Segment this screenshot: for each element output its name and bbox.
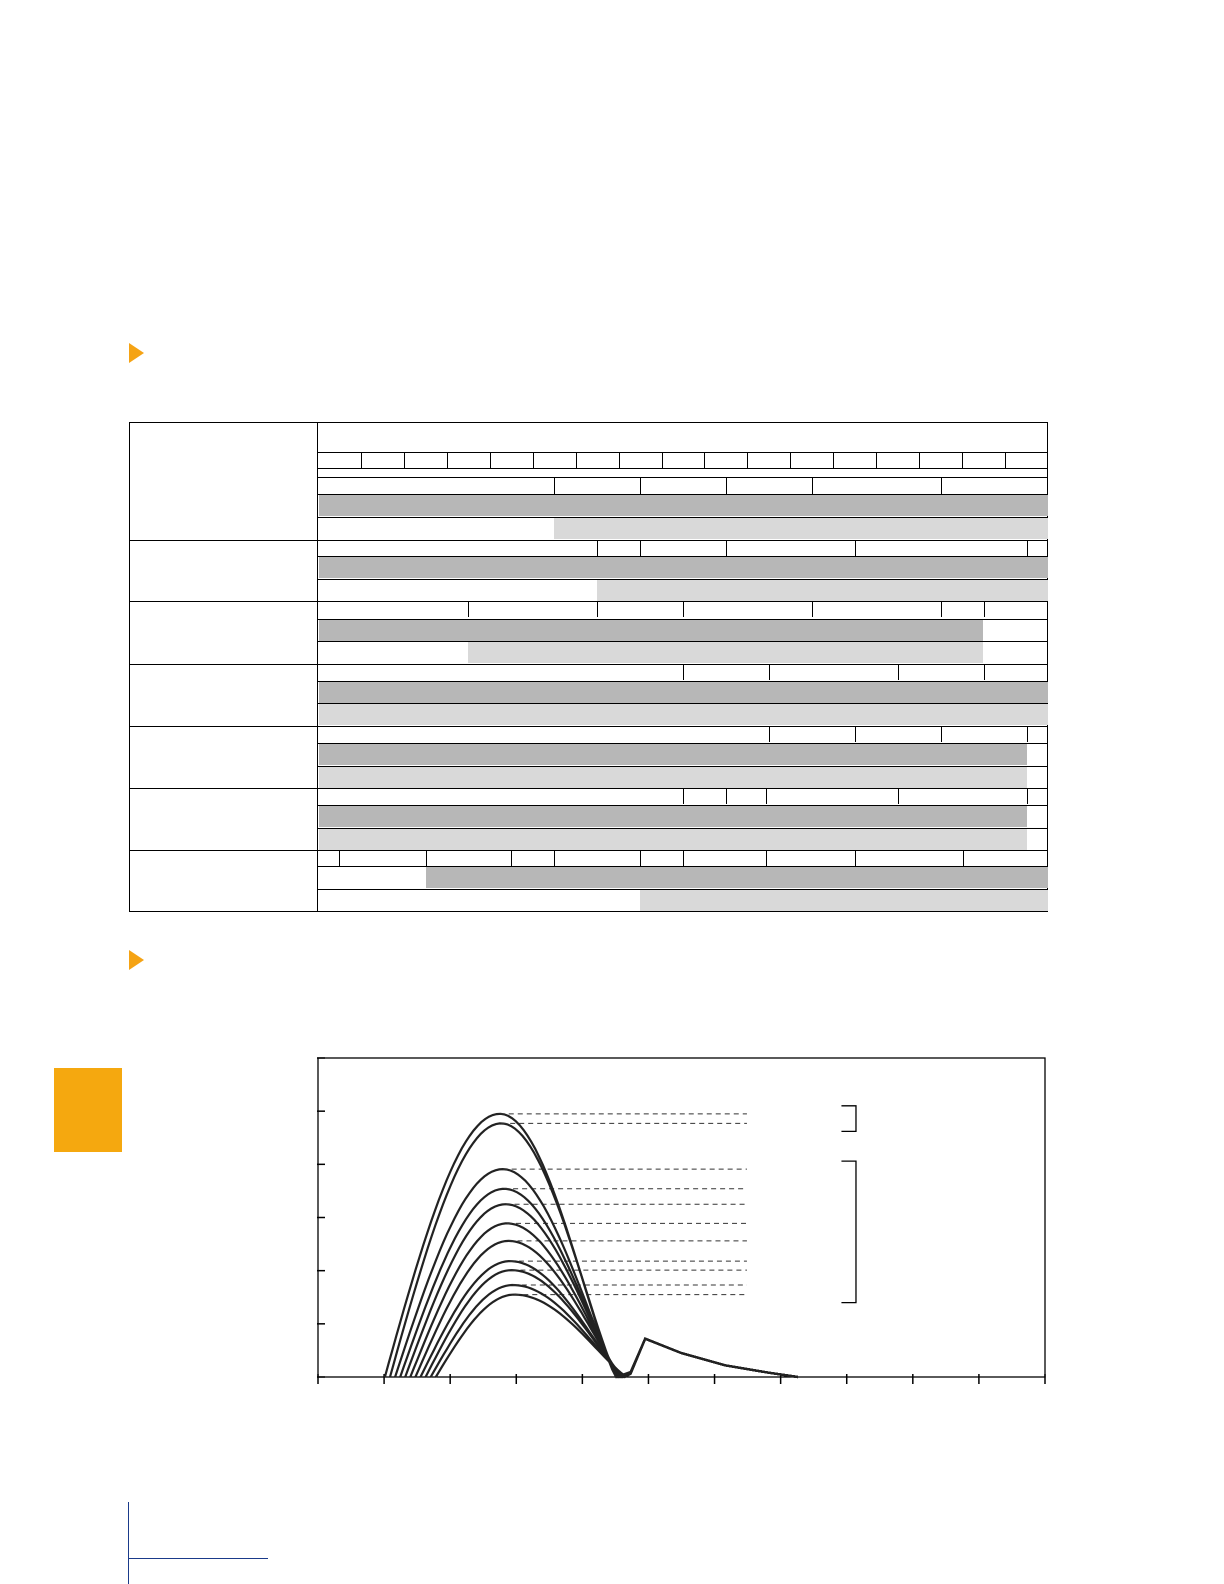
duration-bar <box>319 557 1048 578</box>
header-tick <box>447 452 448 468</box>
header-tick <box>490 452 491 468</box>
row-divider <box>130 850 1047 851</box>
row-tick <box>766 788 767 804</box>
row-tick <box>812 478 813 494</box>
row-tick <box>855 540 856 556</box>
duration-bar <box>319 620 983 641</box>
section-marker-icon <box>129 950 144 970</box>
row-label-column <box>130 423 318 911</box>
group-bracket <box>841 1106 856 1132</box>
row-tick <box>597 601 598 617</box>
row-tick <box>963 850 964 866</box>
row-tick <box>339 850 340 866</box>
section-marker-icon <box>129 343 144 363</box>
group-bracket <box>841 1161 856 1302</box>
row-tick <box>597 540 598 556</box>
row-tick <box>769 664 770 680</box>
line-chart <box>308 1050 1053 1390</box>
row-tick <box>984 664 985 680</box>
duration-bar <box>319 767 1027 788</box>
row-tick <box>511 850 512 866</box>
header-divider <box>318 468 1047 469</box>
duration-bar <box>640 890 1048 911</box>
row-tick <box>1027 788 1028 804</box>
header-tick <box>704 452 705 468</box>
row-tick <box>855 726 856 742</box>
row-tick <box>683 788 684 804</box>
header-tick <box>361 452 362 468</box>
row-tick <box>554 850 555 866</box>
header-tick <box>662 452 663 468</box>
row-divider <box>130 726 1047 727</box>
duration-bar <box>468 642 983 663</box>
row-tick <box>941 601 942 617</box>
row-tick <box>855 850 856 866</box>
row-tick <box>683 850 684 866</box>
row-tick <box>640 850 641 866</box>
header-tick <box>790 452 791 468</box>
row-tick <box>726 540 727 556</box>
duration-bar <box>319 829 1027 850</box>
row-tick <box>683 664 684 680</box>
header-tick <box>533 452 534 468</box>
row-tick <box>769 726 770 742</box>
plot-area <box>318 1058 1045 1377</box>
row-divider <box>130 664 1047 665</box>
schedule-table <box>129 422 1048 912</box>
duration-bar <box>319 704 1048 725</box>
row-divider <box>130 601 1047 602</box>
header-tick <box>619 452 620 468</box>
header-tick <box>919 452 920 468</box>
row-tick <box>941 478 942 494</box>
chapter-tab <box>54 1068 122 1152</box>
duration-bar <box>319 495 1048 516</box>
footer-rule <box>128 1502 129 1584</box>
header-tick <box>876 452 877 468</box>
row-tick <box>812 601 813 617</box>
row-tick <box>898 788 899 804</box>
header-tick <box>747 452 748 468</box>
row-tick <box>683 601 684 617</box>
row-tick <box>640 540 641 556</box>
header-tick <box>1005 452 1006 468</box>
header-tick <box>404 452 405 468</box>
duration-bar <box>597 580 1048 601</box>
row-tick <box>726 478 727 494</box>
footer-rule <box>128 1558 268 1559</box>
row-divider <box>130 540 1047 541</box>
row-tick <box>426 850 427 866</box>
row-tick <box>468 601 469 617</box>
row-tick <box>941 726 942 742</box>
duration-bar <box>319 744 1027 765</box>
duration-bar <box>554 518 1048 539</box>
row-tick <box>1027 540 1028 556</box>
row-tick <box>726 788 727 804</box>
header-tick <box>962 452 963 468</box>
row-tick <box>984 601 985 617</box>
row-tick <box>640 478 641 494</box>
row-tick <box>1027 726 1028 742</box>
header-divider <box>318 477 1047 478</box>
row-tick <box>766 850 767 866</box>
row-divider <box>130 788 1047 789</box>
header-tick <box>576 452 577 468</box>
duration-bar <box>426 867 1048 888</box>
duration-bar <box>319 806 1027 827</box>
duration-bar <box>319 682 1048 703</box>
header-tick <box>833 452 834 468</box>
header-divider <box>318 452 1047 453</box>
row-tick <box>898 664 899 680</box>
row-tick <box>554 478 555 494</box>
